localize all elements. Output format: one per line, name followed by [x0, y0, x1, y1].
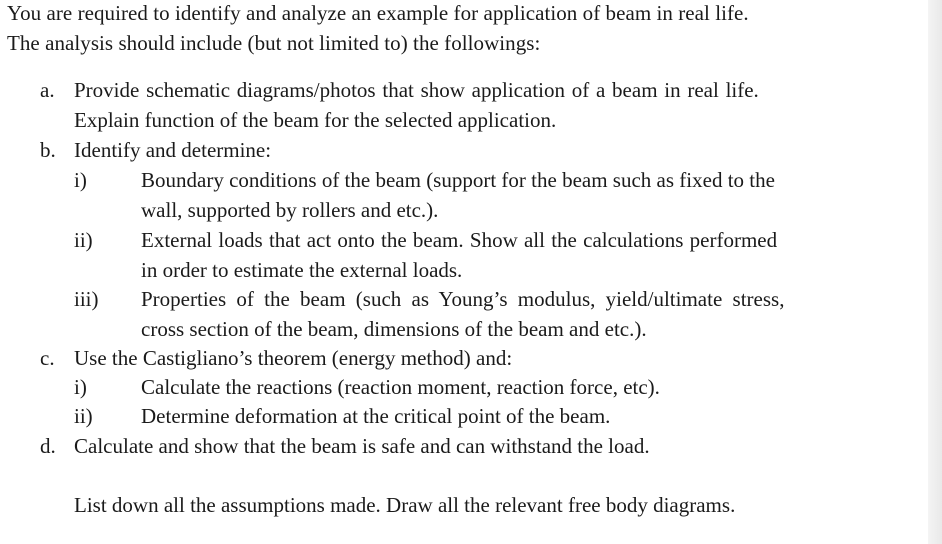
item-b-iii-line-1: Properties of the beam (such as Young’s modulus, yield/ultimate stress, — [141, 287, 785, 311]
item-b-ii-line-2: in order to estimate the external loads. — [141, 258, 463, 282]
item-b-i-line-1: Boundary conditions of the beam (support for the beam such as fixed to the — [141, 168, 775, 192]
closing-instruction: List down all the assumptions made. Draw all the relevant free body diagrams. — [74, 493, 736, 517]
item-b-i-line-2: wall, supported by rollers and etc.). — [141, 198, 439, 222]
item-b-ii-marker: ii) — [74, 228, 93, 252]
item-c-i-marker: i) — [74, 375, 87, 399]
item-d-text: Calculate and show that the beam is safe and can withstand the load. — [74, 434, 650, 458]
item-d-marker: d. — [40, 434, 56, 458]
item-a-line-2: Explain function of the beam for the selected application. — [74, 108, 557, 132]
intro-line-2: The analysis should include (but not limited to) the followings: — [7, 31, 541, 55]
item-a-marker: a. — [40, 78, 55, 102]
item-c-ii-marker: ii) — [74, 404, 93, 428]
item-b-text: Identify and determine: — [74, 138, 272, 162]
intro-line-1: You are required to identify and analyze an example for application of beam in real life. — [7, 1, 749, 25]
page-edge-shadow — [928, 0, 942, 544]
item-c-ii-text: Determine deformation at the critical point of the beam. — [141, 404, 611, 428]
item-b-marker: b. — [40, 138, 56, 162]
item-b-i-marker: i) — [74, 168, 87, 192]
item-c-marker: c. — [40, 346, 55, 370]
item-b-ii-line-1: External loads that act onto the beam. Show all the calculations performed — [141, 228, 778, 252]
item-a-line-1: Provide schematic diagrams/photos that show application of a beam in real life. — [74, 78, 759, 102]
item-b-iii-marker: iii) — [74, 287, 99, 311]
item-b-iii-line-2: cross section of the beam, dimensions of the beam and etc.). — [141, 317, 647, 341]
item-c-i-text: Calculate the reactions (reaction moment, reaction force, etc). — [141, 375, 660, 399]
item-c-text: Use the Castigliano’s theorem (energy method) and: — [74, 346, 513, 370]
